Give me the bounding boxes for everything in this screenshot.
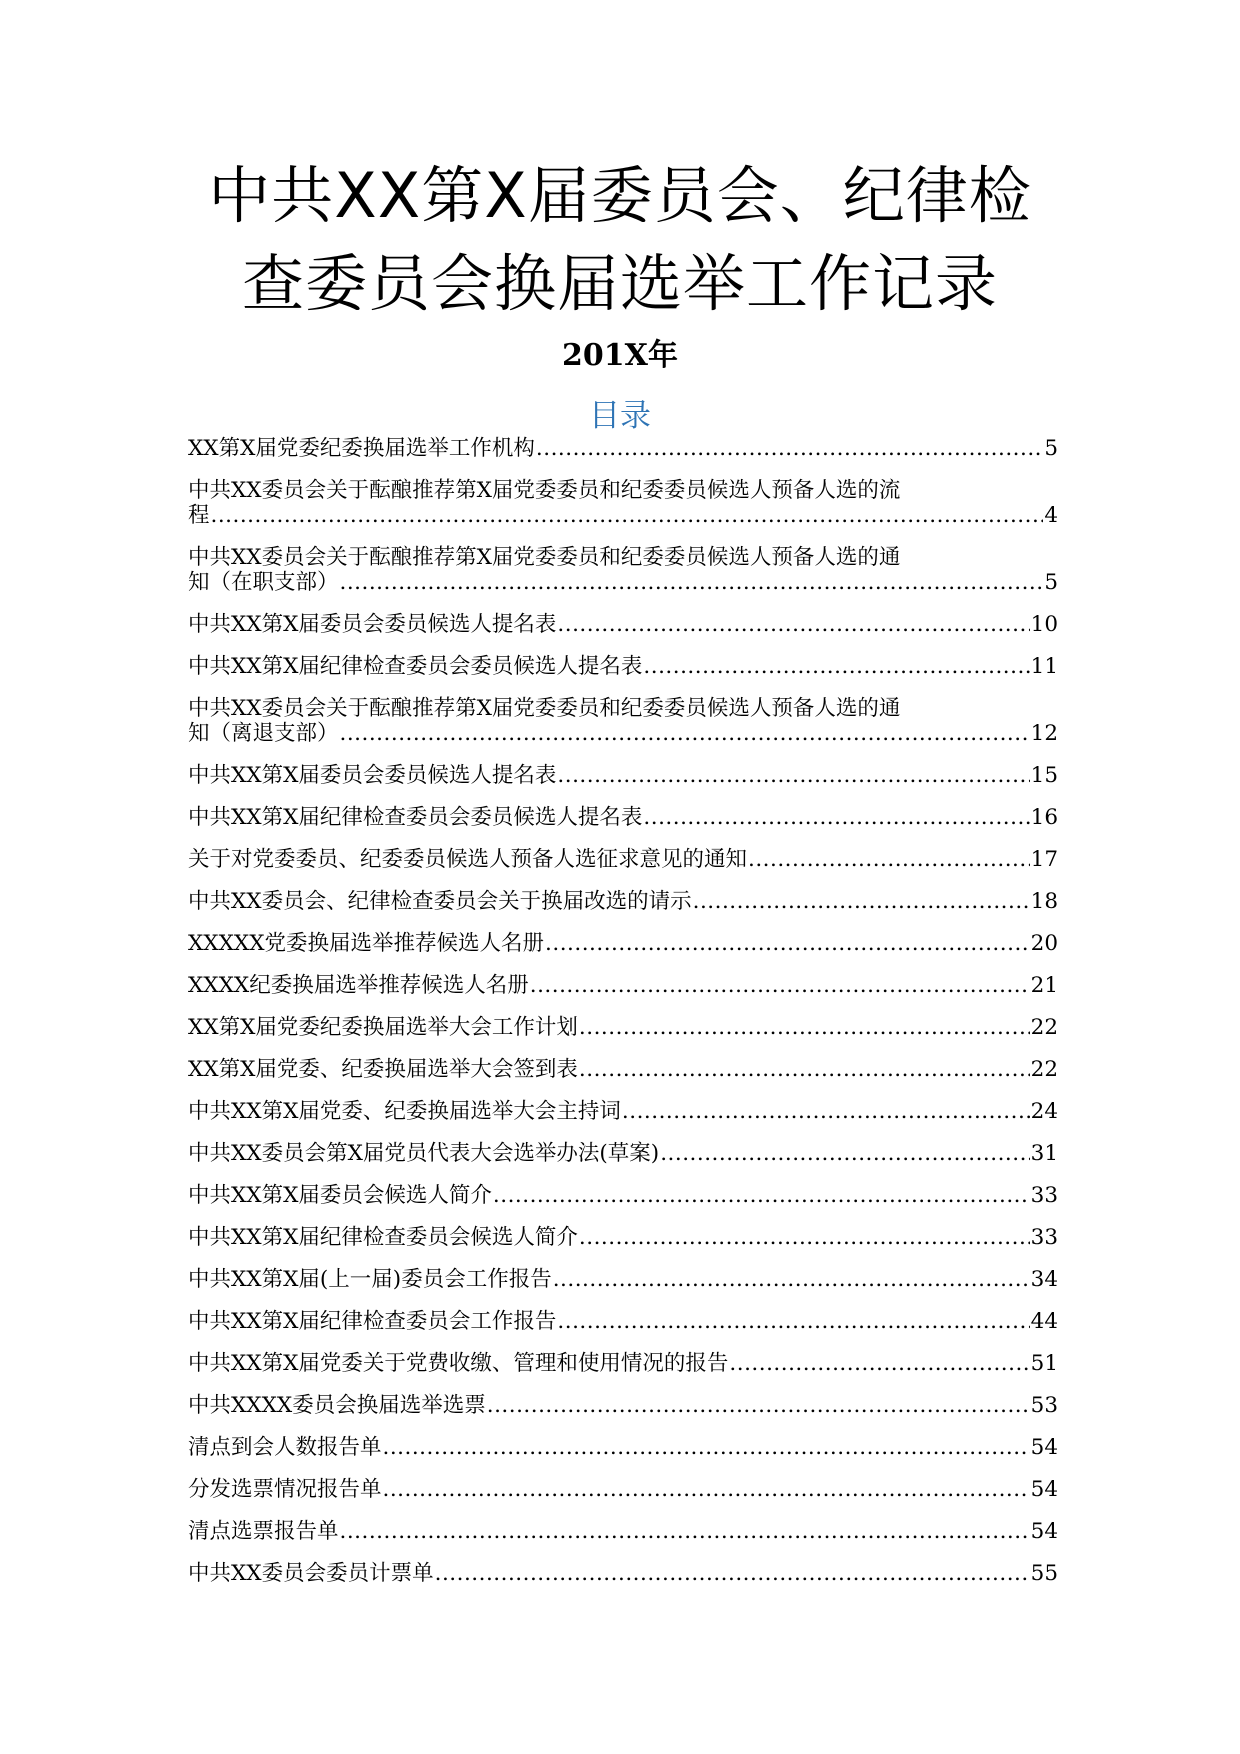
toc-entry-title: 中共XX委员会委员计票单 (188, 1561, 434, 1586)
toc-entry-title: XX第X届党委纪委换届选举大会工作计划 (188, 1015, 578, 1040)
toc-entry-title: 中共XX第X届纪律检查委员会委员候选人提名表 (188, 654, 643, 679)
toc-dot-leader (557, 612, 1029, 637)
toc-entry-title: 中共XX第X届委员会委员候选人提名表 (188, 612, 557, 637)
toc-page-number: 33 (1030, 1225, 1058, 1250)
toc-entry-row (188, 1267, 1058, 1292)
toc-entry-title: 知（离退支部） (188, 721, 339, 746)
toc-page-number: 33 (1030, 1183, 1058, 1208)
document-year: 201X年 (562, 338, 678, 373)
toc-entry[interactable] (188, 1267, 1058, 1292)
toc-entry-row (188, 654, 1058, 679)
toc-entry[interactable] (188, 1561, 1058, 1586)
toc-entry-title-line: 中共XX委员会关于酝酿推荐第X届党委委员和纪委委员候选人预备人选的通 (188, 696, 901, 721)
toc-entry-row (188, 1057, 1058, 1082)
toc-entry-title: XX第X届党委、纪委换届选举大会签到表 (188, 1057, 578, 1082)
toc-entry-row (188, 1351, 1058, 1376)
toc-entry-row (188, 1393, 1058, 1418)
toc-entry-row (188, 612, 1058, 637)
toc-dot-leader (340, 570, 1044, 595)
toc-entry-row (188, 847, 1058, 872)
toc-page-number: 54 (1030, 1435, 1058, 1460)
toc-entry[interactable] (188, 1099, 1058, 1124)
toc-dot-leader (530, 973, 1030, 998)
toc-entry[interactable] (188, 973, 1058, 998)
toc-entry[interactable] (188, 1309, 1058, 1334)
toc-page-number: 18 (1030, 889, 1058, 914)
toc-entry[interactable] (188, 436, 1058, 461)
toc-dot-leader (493, 1183, 1030, 1208)
toc-entry-title: XXXXX党委换届选举推荐候选人名册 (188, 931, 545, 956)
toc-dot-leader (435, 1561, 1030, 1586)
toc-dot-leader (729, 1351, 1029, 1376)
toc-page-number: 54 (1030, 1519, 1058, 1544)
toc-entry-title: 中共XX第X届委员会候选人简介 (188, 1183, 492, 1208)
toc-page-number: 20 (1030, 931, 1058, 956)
toc-entry-title: 中共XX第X届委员会委员候选人提名表 (188, 763, 557, 788)
toc-entry-title-line: 中共XX委员会关于酝酿推荐第X届党委委员和纪委委员候选人预备人选的流 (188, 478, 901, 503)
toc-entry-row (188, 763, 1058, 788)
toc-dot-leader (748, 847, 1030, 872)
toc-entry-title: 清点选票报告单 (188, 1519, 339, 1544)
toc-dot-leader (340, 1519, 1030, 1544)
toc-entry[interactable] (188, 847, 1058, 872)
toc-page-number: 22 (1030, 1015, 1058, 1040)
toc-entry-row (188, 1141, 1058, 1166)
toc-entry[interactable] (188, 1141, 1058, 1166)
toc-entry-row (188, 889, 1058, 914)
toc-entry[interactable] (188, 1477, 1058, 1502)
toc-entry[interactable] (188, 1393, 1058, 1418)
toc-page-number: 17 (1030, 847, 1058, 872)
toc-entry-title: 中共XX第X届(上一届)委员会工作报告 (188, 1267, 552, 1292)
toc-dot-leader (545, 931, 1030, 956)
toc-entry[interactable] (188, 1519, 1058, 1544)
table-of-contents (188, 436, 1058, 1603)
toc-entry[interactable] (188, 612, 1058, 637)
toc-entry[interactable] (188, 696, 1058, 746)
toc-entry[interactable] (188, 1183, 1058, 1208)
toc-entry-row (188, 1519, 1058, 1544)
toc-entry-title: 清点到会人数报告单 (188, 1435, 382, 1460)
toc-entry-title: 知（在职支部） (188, 570, 339, 595)
toc-entry[interactable] (188, 1057, 1058, 1082)
toc-page-number: 31 (1030, 1141, 1058, 1166)
toc-page-number: 16 (1030, 805, 1058, 830)
toc-dot-leader (660, 1141, 1029, 1166)
document-title (120, 152, 1120, 328)
toc-entry-row (188, 436, 1058, 461)
toc-entry-row (188, 503, 1058, 528)
toc-dot-leader (557, 1309, 1029, 1334)
toc-entry-row (188, 805, 1058, 830)
toc-heading: 目录 (589, 398, 651, 434)
toc-entry-title: 中共XX第X届党委、纪委换届选举大会主持词 (188, 1099, 621, 1124)
toc-entry-title: XX第X届党委纪委换届选举工作机构 (188, 436, 535, 461)
toc-entry[interactable] (188, 478, 1058, 528)
toc-entry-title: 中共XX委员会、纪律检查委员会关于换届改选的请示 (188, 889, 692, 914)
toc-dot-leader (211, 503, 1044, 528)
toc-page-number: 21 (1030, 973, 1058, 998)
toc-entry-title: 中共XX第X届党委关于党费收缴、管理和使用情况的报告 (188, 1351, 729, 1376)
toc-page-number: 11 (1030, 654, 1058, 679)
toc-entry-row (188, 1561, 1058, 1586)
toc-entry[interactable] (188, 763, 1058, 788)
toc-entry-title: 中共XX第X届纪律检查委员会委员候选人提名表 (188, 805, 643, 830)
toc-entry[interactable] (188, 805, 1058, 830)
title-line-1: 中共XX第X届委员会、纪律检 (208, 159, 1032, 232)
toc-entry-title-line: 中共XX委员会关于酝酿推荐第X届党委委员和纪委委员候选人预备人选的通 (188, 545, 901, 570)
toc-entry-row (188, 721, 1058, 746)
toc-entry[interactable] (188, 889, 1058, 914)
toc-dot-leader (693, 889, 1030, 914)
toc-page-number: 15 (1030, 763, 1058, 788)
toc-page-number: 55 (1030, 1561, 1058, 1586)
toc-dot-leader (340, 721, 1030, 746)
toc-page-number: 44 (1030, 1309, 1058, 1334)
toc-entry-row (188, 570, 1058, 595)
toc-page-number: 12 (1030, 721, 1058, 746)
toc-entry-title: 中共XX第X届纪律检查委员会候选人简介 (188, 1225, 578, 1250)
toc-entry-row (188, 1015, 1058, 1040)
toc-dot-leader (643, 654, 1029, 679)
toc-entry-row (188, 1477, 1058, 1502)
toc-dot-leader (643, 805, 1029, 830)
title-line-2: 查委员会换届选举工作记录 (241, 247, 998, 320)
toc-entry-row (188, 1225, 1058, 1250)
toc-dot-leader (536, 436, 1043, 461)
toc-dot-leader (553, 1267, 1030, 1292)
toc-dot-leader (579, 1015, 1030, 1040)
toc-page-number: 22 (1030, 1057, 1058, 1082)
toc-entry-title: 程 (188, 503, 210, 528)
toc-entry-row (188, 1309, 1058, 1334)
toc-page-number: 5 (1044, 570, 1058, 595)
toc-entry[interactable] (188, 1351, 1058, 1376)
toc-entry-title: 中共XX委员会第X届党员代表大会选举办法(草案) (188, 1141, 660, 1166)
toc-dot-leader (579, 1225, 1030, 1250)
toc-page-number: 24 (1030, 1099, 1058, 1124)
toc-dot-leader (383, 1477, 1030, 1502)
toc-entry-title: XXXX纪委换届选举推荐候选人名册 (188, 973, 529, 998)
toc-page-number: 53 (1030, 1393, 1058, 1418)
toc-entry[interactable] (188, 1435, 1058, 1460)
toc-page-number: 51 (1030, 1351, 1058, 1376)
toc-entry[interactable] (188, 1225, 1058, 1250)
toc-dot-leader (383, 1435, 1030, 1460)
toc-dot-leader (622, 1099, 1030, 1124)
toc-dot-leader (579, 1057, 1030, 1082)
toc-page-number: 54 (1030, 1477, 1058, 1502)
toc-page-number: 34 (1030, 1267, 1058, 1292)
toc-page-number: 4 (1044, 503, 1058, 528)
toc-entry-row (188, 973, 1058, 998)
toc-entry-row (188, 931, 1058, 956)
toc-page-number: 10 (1030, 612, 1058, 637)
toc-entry[interactable] (188, 931, 1058, 956)
toc-dot-leader (557, 763, 1029, 788)
toc-entry[interactable] (188, 545, 1058, 595)
toc-entry-title: 关于对党委委员、纪委委员候选人预备人选征求意见的通知 (188, 847, 748, 872)
toc-entry-row (188, 1435, 1058, 1460)
toc-entry-row (188, 1183, 1058, 1208)
toc-dot-leader (487, 1393, 1030, 1418)
toc-entry-title: 中共XX第X届纪律检查委员会工作报告 (188, 1309, 557, 1334)
toc-entry-title: 中共XXXX委员会换届选举选票 (188, 1393, 486, 1418)
toc-page-number: 5 (1044, 436, 1058, 461)
toc-entry[interactable] (188, 1015, 1058, 1040)
toc-entry-row (188, 1099, 1058, 1124)
toc-entry[interactable] (188, 654, 1058, 679)
toc-entry-title: 分发选票情况报告单 (188, 1477, 382, 1502)
